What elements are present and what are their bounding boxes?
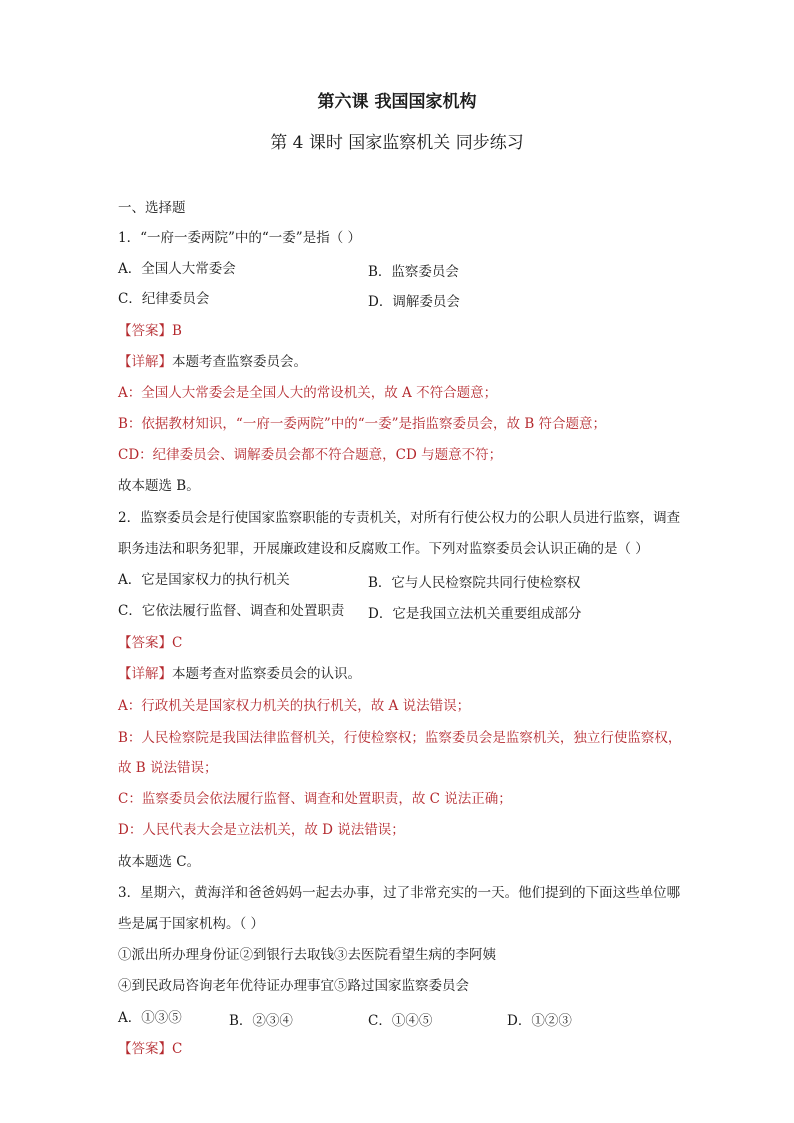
q3-items-line1: ①派出所办理身份证②到银行去取钱③去医院看望生病的李阿姨 [118, 947, 496, 963]
q3-answer: 【答案】C [118, 1041, 183, 1057]
q2-explain-d: D：人民代表大会是立法机关，故 D 说法错误； [118, 822, 405, 838]
question-2-stem-line1: 2．监察委员会是行使国家监察职能的专责机关，对所有行使公权力的公职人员进行监察，调查 [118, 510, 681, 526]
q2-explain-a: A：行政机关是国家权力机关的执行机关，故 A 说法错误； [118, 698, 471, 714]
q2-explanation [118, 665, 361, 683]
q1-explanation [118, 353, 307, 371]
q1-option-c: C．纪律委员会 [118, 291, 210, 307]
question-2-stem-line2: 职务违法和职务犯罪，开展廉政建设和反腐败工作。下列对监察委员会认识正确的是（ ） [118, 541, 649, 557]
q1-explain-cd: CD：纪律委员会、调解委员会都不符合题意，CD 与题意不符； [118, 447, 503, 463]
q2-explain-tag: 【详解】 [118, 666, 172, 682]
q2-explain-b-line1: B：人民检察院是我国法律监督机关，行使检察权；监察委员会是监察机关，独立行使监察权， [118, 730, 682, 746]
q1-answer: 【答案】B [118, 323, 182, 339]
page-title: 第六课 我国国家机构 [317, 92, 477, 112]
q1-option-a: A．全国人大常委会 [118, 261, 236, 277]
q1-explain-b: B：依据教材知识，“一府一委两院”中的“一委”是指监察委员会，故 B 符合题意； [118, 416, 607, 432]
q1-conclusion: 故本题选 B。 [118, 478, 200, 494]
q1-option-b: B．监察委员会 [368, 264, 459, 280]
q2-option-a: A．它是国家权力的执行机关 [118, 572, 290, 588]
q2-explain-b-line2: 故 B 说法错误； [118, 760, 218, 776]
section-heading: 一、选择题 [118, 200, 186, 216]
q3-option-a: A．①③⑤ [118, 1010, 182, 1026]
q3-option-d: D．①②③ [507, 1013, 572, 1029]
q1-explain-text: 本题考查监察委员会。 [172, 354, 307, 370]
page-subtitle: 第 4 课时 国家监察机关 同步练习 [270, 133, 524, 153]
question-1-stem: 1．“一府一委两院”中的“一委”是指（ ） [118, 230, 361, 246]
q3-option-b: B．②③④ [229, 1013, 293, 1029]
q2-explain-text: 本题考查对监察委员会的认识。 [172, 666, 361, 682]
q3-items-line2: ④到民政局咨询老年优待证办理事宜⑤路过国家监察委员会 [118, 978, 469, 994]
q1-explain-tag: 【详解】 [118, 354, 172, 370]
question-3-stem-line1: 3．星期六，黄海洋和爸爸妈妈一起去办事，过了非常充实的一天。他们提到的下面这些单位哪 [118, 885, 681, 901]
q2-explain-c: C：监察委员会依法履行监督、调查和处置职责，故 C 说法正确； [118, 791, 512, 807]
q2-option-c: C．它依法履行监督、调查和处置职责 [118, 603, 345, 619]
q1-option-d: D．调解委员会 [368, 294, 460, 310]
q3-option-c: C．①④⑤ [368, 1013, 433, 1029]
q2-conclusion: 故本题选 C。 [118, 854, 201, 870]
q2-option-d: D．它是我国立法机关重要组成部分 [368, 606, 582, 622]
q2-answer: 【答案】C [118, 635, 183, 651]
question-3-stem-line2: 些是属于国家机构。（ ） [118, 916, 265, 932]
q2-option-b: B．它与人民检察院共同行使检察权 [368, 575, 581, 591]
q1-explain-a: A：全国人大常委会是全国人大的常设机关，故 A 不符合题意； [118, 385, 498, 401]
